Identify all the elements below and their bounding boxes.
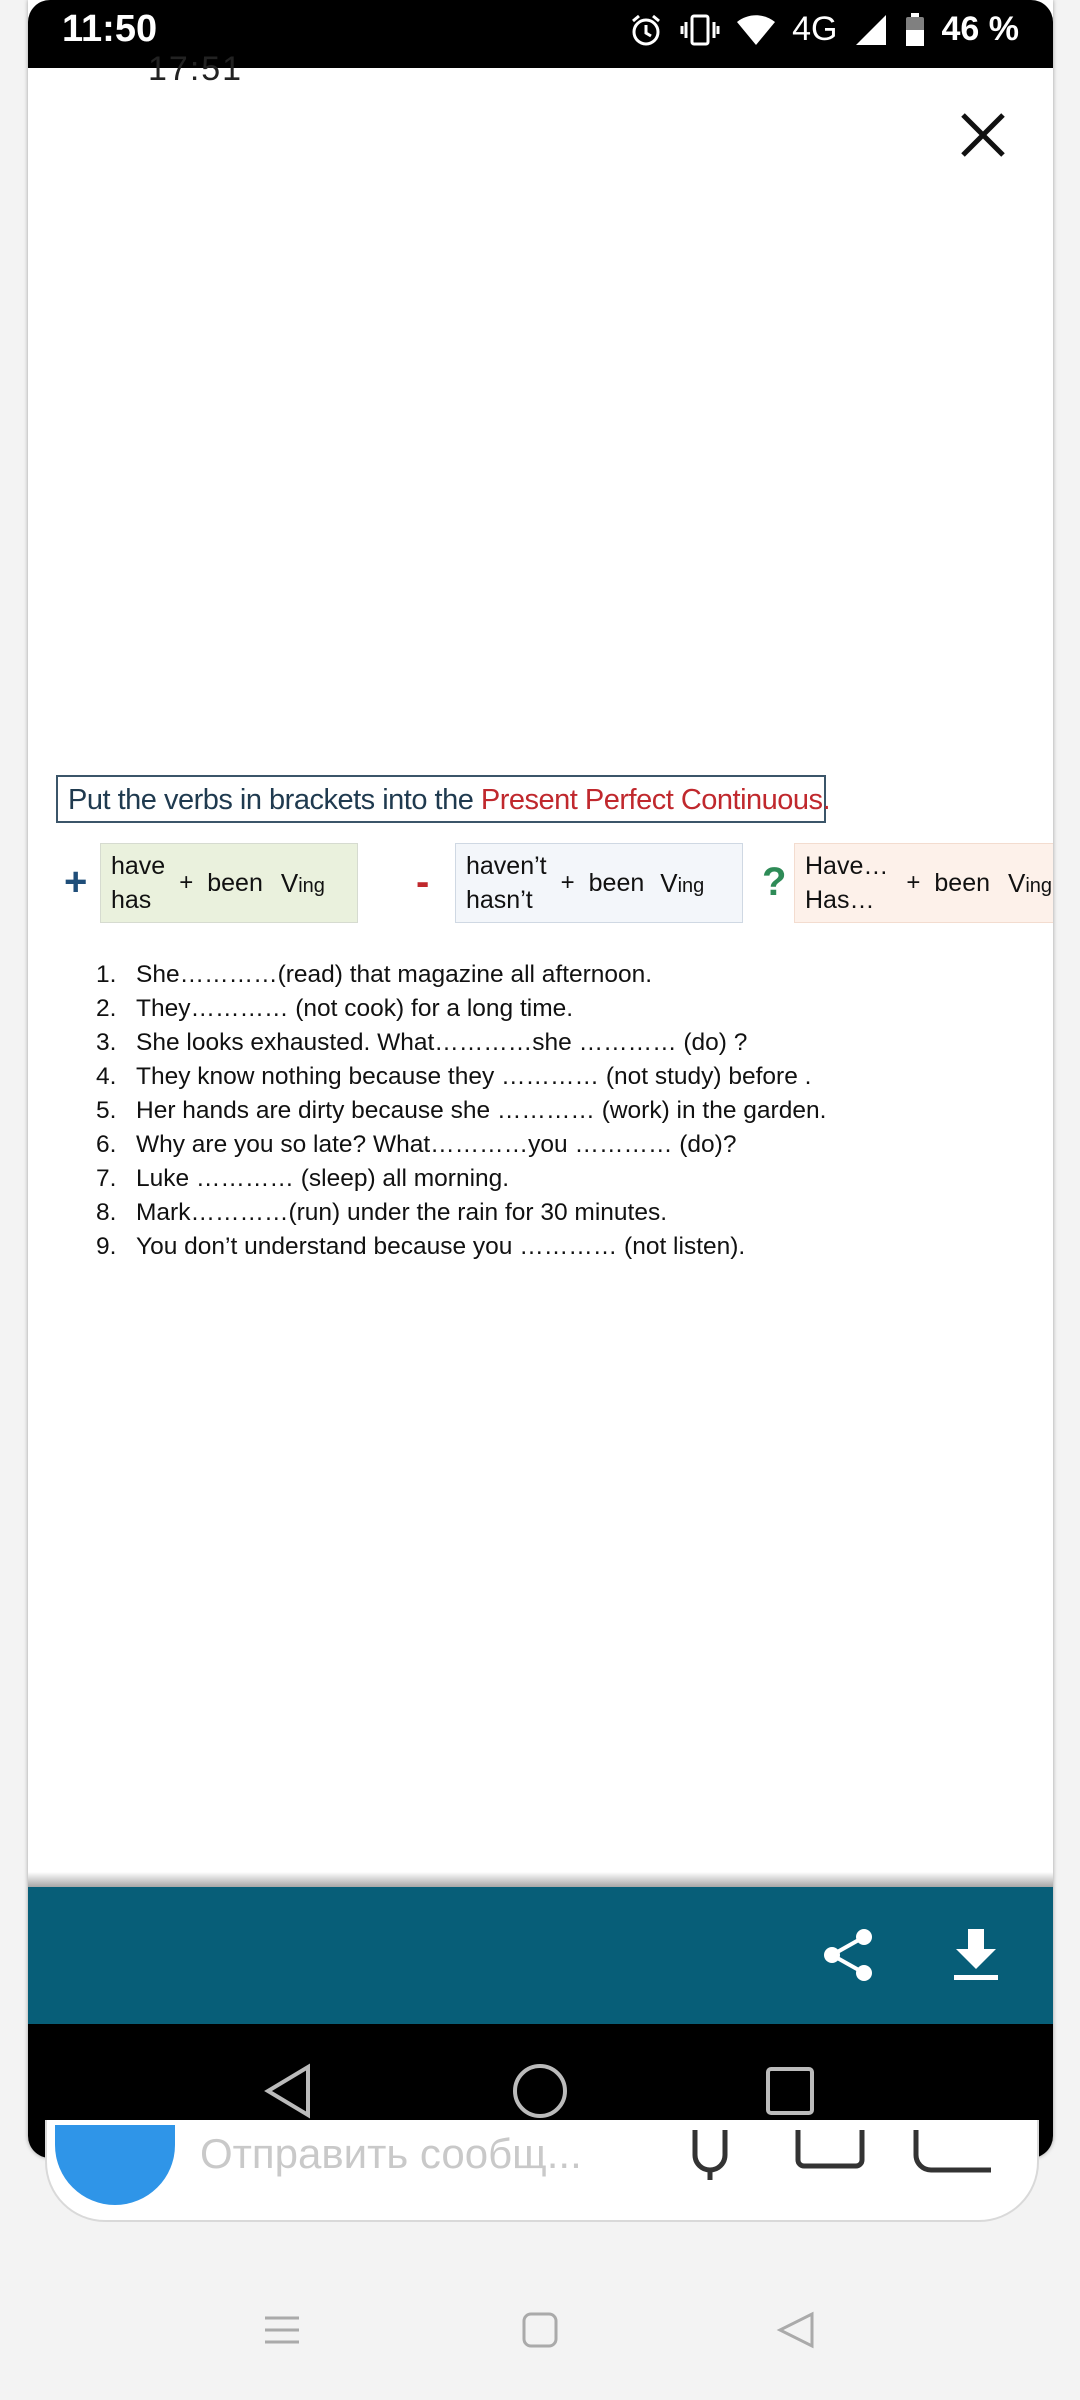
back-button[interactable]	[258, 2059, 322, 2123]
signal-icon	[854, 13, 888, 47]
wifi-icon	[736, 13, 776, 47]
status-icons	[628, 10, 1019, 49]
back-icon[interactable]	[776, 2310, 816, 2350]
close-button[interactable]	[953, 105, 1013, 165]
exercise-text: Her hands are dirty because she ………… (work) in the garden.	[136, 1097, 827, 1124]
question-sign: ?	[762, 860, 787, 904]
instruction-box	[56, 775, 831, 823]
message-placeholder: Отправить сообщ...	[200, 2130, 582, 2177]
exercise-item	[96, 1128, 826, 1162]
download-icon	[946, 1925, 1006, 1985]
formula-plus: +	[906, 869, 921, 896]
exercise-text: Luke ………… (sleep) all morning.	[136, 1165, 510, 1192]
exercise-text: Mark…………(run) under the rain for 30 minutes.	[136, 1199, 668, 1226]
exercise-item	[96, 1162, 826, 1196]
exercise-list	[96, 958, 826, 1264]
exercise-text: You don’t understand because you ………… (not listen).	[136, 1233, 746, 1260]
negative-formula	[455, 843, 743, 923]
exercise-text: They know nothing because they ………… (not study) before .	[136, 1063, 812, 1090]
formula-hasnt: hasn’t	[466, 886, 533, 914]
exercise-number: 8.	[96, 1199, 117, 1226]
formula-have: have	[111, 852, 166, 880]
exercise-number: 3.	[96, 1029, 117, 1056]
exercise-number: 6.	[96, 1131, 117, 1158]
instruction-highlight: Present Perfect Continuous.	[480, 784, 831, 816]
negative-sign: -	[416, 860, 430, 904]
positive-sign: +	[64, 860, 88, 904]
question-formula	[794, 843, 1053, 923]
alarm-icon	[628, 12, 664, 48]
back-triangle-icon	[258, 2059, 322, 2123]
exercise-item	[96, 1060, 826, 1094]
battery-level: 46 %	[941, 10, 1019, 48]
menu-icon[interactable]	[262, 2310, 302, 2350]
formula-plus: +	[179, 869, 194, 896]
formula-have-q: Have…	[805, 852, 889, 880]
formula-has: has	[111, 886, 152, 914]
exercise-text: They………… (not cook) for a long time.	[136, 995, 574, 1022]
battery-icon	[904, 12, 926, 48]
formula-been: been	[934, 868, 991, 897]
exercise-item	[96, 1094, 826, 1128]
exercise-number: 2.	[96, 995, 117, 1022]
image-viewer	[28, 0, 1053, 2158]
formula-plus: +	[560, 869, 575, 896]
exercise-item	[96, 1026, 826, 1060]
formula-ving: Ving	[660, 867, 705, 898]
formula-ving: Ving	[1008, 867, 1053, 898]
formula-has-q: Has…	[805, 886, 875, 914]
home-circle-icon	[508, 2059, 572, 2123]
recents-button[interactable]	[758, 2059, 822, 2123]
download-button[interactable]	[946, 1925, 1006, 1985]
exercise-number: 4.	[96, 1063, 117, 1090]
formula-been: been	[588, 868, 645, 897]
close-icon	[953, 105, 1013, 165]
share-icon	[818, 1925, 878, 1985]
formula-ving: Ving	[280, 867, 325, 898]
share-button[interactable]	[818, 1925, 878, 1985]
recents-square-icon	[758, 2059, 822, 2123]
vibrate-icon	[680, 12, 720, 48]
exercise-number: 7.	[96, 1165, 117, 1192]
exercise-item	[96, 1196, 826, 1230]
exercise-text: Why are you so late? What…………you ………… (do)?	[136, 1131, 737, 1158]
action-bar-shadow	[28, 1872, 1053, 1887]
instruction-text: Put the verbs in brackets into the	[68, 784, 481, 816]
worksheet-image	[56, 775, 1053, 1275]
status-time: 11:50	[62, 8, 158, 50]
exercise-text: She looks exhausted. What…………she ………… (do) ?	[136, 1029, 748, 1056]
formula-havent: haven’t	[466, 852, 547, 880]
home-square-icon[interactable]	[520, 2310, 560, 2350]
home-button[interactable]	[508, 2059, 572, 2123]
exercise-item	[96, 958, 826, 992]
network-label: 4G	[792, 10, 838, 48]
positive-formula	[100, 843, 358, 923]
exercise-number: 1.	[96, 961, 117, 988]
exercise-number: 5.	[96, 1097, 117, 1124]
exercise-item	[96, 992, 826, 1026]
exercise-number: 9.	[96, 1233, 117, 1260]
exercise-item	[96, 1230, 826, 1264]
exercise-text: She…………(read) that magazine all afternoon.	[136, 961, 653, 988]
background-time: 17:51	[148, 50, 244, 88]
system-navigation	[0, 2290, 1080, 2400]
action-bar	[28, 1887, 1053, 2024]
composer-icons	[680, 2130, 1010, 2180]
formula-been: been	[207, 868, 263, 897]
